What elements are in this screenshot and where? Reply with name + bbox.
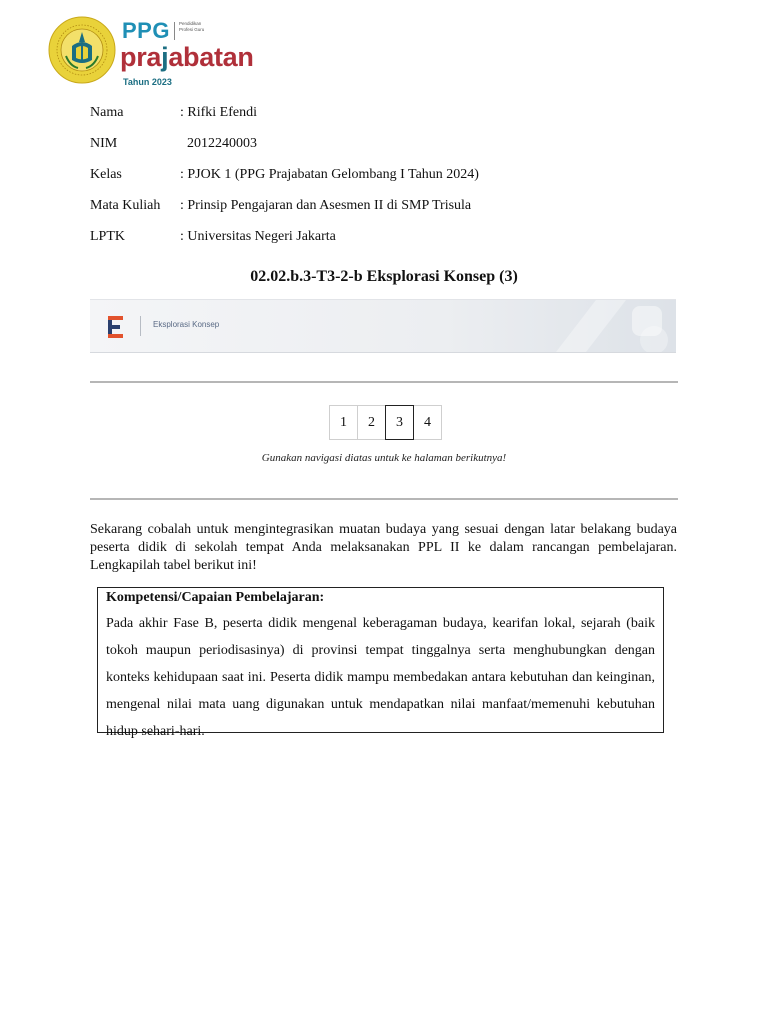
brand-prajabatan [120, 42, 254, 73]
section-banner [90, 299, 676, 353]
info-value: : Rifki Efendi [180, 105, 257, 120]
banner-label: Eksplorasi Konsep [153, 320, 220, 329]
page-button-4[interactable]: 4 [413, 405, 442, 440]
info-value: : PJOK 1 (PPG Prajabatan Gelombang I Tahun 2024) [180, 167, 479, 182]
page-button-1[interactable]: 1 [329, 405, 358, 440]
banner-decoration [536, 300, 676, 352]
university-seal-icon [48, 16, 116, 84]
page-button-3-active[interactable]: 3 [385, 405, 414, 440]
competency-text: Pada akhir Fase B, peserta didik mengenal keberagaman budaya, kearifan lokal, sejarah (baik tokoh maupun periodisasinya) di provinsi tempat tinggalnya serta menghubungkan dengan konteks kehidupaan saat ini. Peserta didik mampu membedakan antara kebutuhan dan keinginan, mengenal nilai mata uang digunakan untuk mendapatkan nilai manfaat/memenuhi kebutuhan hidup sehari-hari. [106, 616, 655, 739]
brand-small-text: Pendidikan Profesi Guru [179, 21, 205, 32]
info-label: LPTK [90, 229, 125, 244]
info-label: Kelas [90, 167, 122, 182]
navigation-hint: Gunakan navigasi diatas untuk ke halaman berikutnya! [261, 452, 507, 464]
instruction-paragraph: Sekarang cobalah untuk mengintegrasikan muatan budaya yang sesuai dengan latar belakang budaya peserta didik di sekolah tempat Anda melaksanakan PPL II ke dalam rancangan pembelajaran. Lengkapilah tabel berikut ini! [90, 522, 677, 573]
brand-ppg: PPG [122, 18, 170, 43]
page-button-2[interactable]: 2 [357, 405, 386, 440]
info-value: 2012240003 [180, 136, 257, 151]
brand-year: Tahun 2023 [123, 77, 172, 87]
info-label: Nama [90, 105, 124, 120]
brand-divider [174, 22, 175, 40]
brand-part-1: pra [120, 42, 162, 72]
divider-line [90, 498, 678, 500]
pagination [330, 405, 442, 439]
ppg-logo [48, 16, 258, 90]
banner-divider [140, 316, 141, 336]
competency-title: Kompetensi/Capaian Pembelajaran: [106, 590, 325, 605]
document-title: 02.02.b.3-T3-2-b Eksplorasi Konsep (3) [250, 268, 518, 285]
info-value: : Universitas Negeri Jakarta [180, 229, 336, 244]
competency-box [97, 587, 664, 739]
brand-part-2: j [161, 42, 169, 72]
info-label: NIM [90, 136, 118, 151]
divider-line [90, 381, 678, 383]
info-value: : Prinsip Pengajaran dan Asesmen II di SMP Trisula [180, 198, 472, 213]
brand-part-3: abatan [168, 42, 254, 72]
info-label: Mata Kuliah [90, 198, 161, 213]
e-letter-icon [106, 314, 126, 340]
